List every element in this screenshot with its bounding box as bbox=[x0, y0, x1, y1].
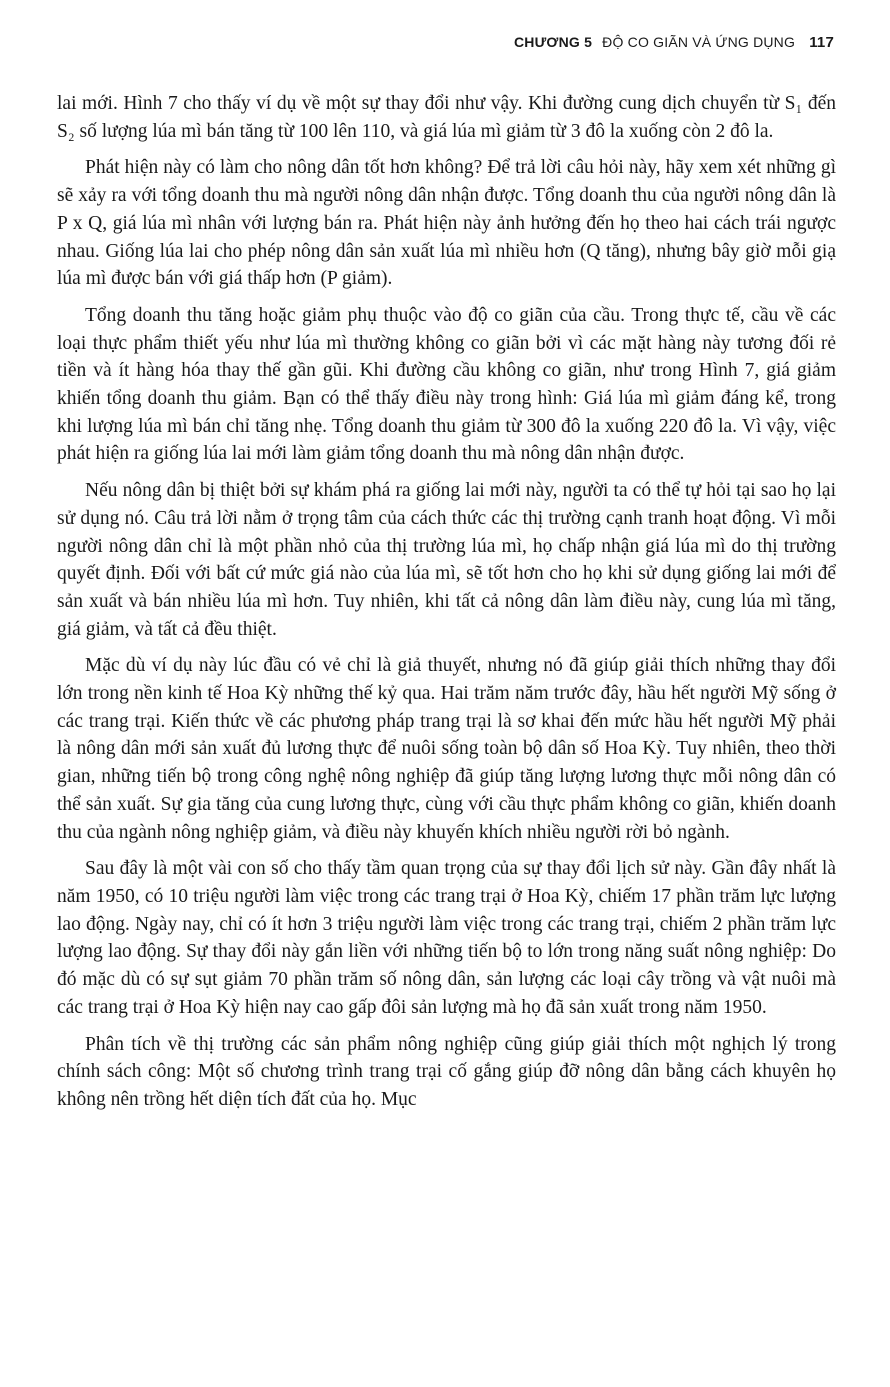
paragraph: lai mới. Hình 7 cho thấy ví dụ về một sự thay đổi như vậy. Khi đường cung dịch chuyển từ S₁ đến S₂ số lượng lúa mì bán tăng từ 100 lên 110, và giá lúa mì giảm từ 3 đô la xuống còn 2 đô la. bbox=[57, 93, 836, 142]
paragraph: Mặc dù ví dụ này lúc đầu có vẻ chỉ là giả thuyết, nhưng nó đã giúp giải thích những thay đổi lớn trong nền kinh tế Hoa Kỳ những thế kỷ qua. Hai trăm năm trước đây, hầu hết người Mỹ sống ở các trang trại. Kiến thức về các phương pháp trang trại là sơ khai đến mức hầu hết người Mỹ phải là nông dân mới sản xuất đủ lương thực để nuôi sống toàn bộ dân số Hoa Kỳ. Tuy nhiên, theo thời gian, những tiến bộ trong công nghệ nông nghiệp đã giúp tăng lượng lương thực mỗi nông dân có thể sản xuất. Sự gia tăng của cung lương thực, cùng với cầu thực phẩm không co giãn, khiến doanh thu của ngành nông nghiệp giảm, và điều này khuyến khích nhiều người rời bỏ ngành. bbox=[57, 655, 836, 843]
running-header bbox=[514, 34, 834, 51]
paragraph: Phân tích về thị trường các sản phẩm nông nghiệp cũng giúp giải thích một nghịch lý trong chính sách công: Một số chương trình trang trại cố gắng giúp đỡ nông dân bằng cách khuyên họ không nên trồng hết diện tích đất của họ. Mục bbox=[57, 1033, 836, 1110]
paragraph: Nếu nông dân bị thiệt bởi sự khám phá ra giống lai mới này, người ta có thể tự hỏi tại sao họ lại sử dụng nó. Câu trả lời nằm ở trọng tâm của cách thức các thị trường cạnh tranh hoạt động. Vì mỗi người nông dân chỉ là một phần nhỏ của thị trường lúa mì, họ chấp nhận giá lúa mì do thị trường quyết định. Đối với bất cứ mức giá nào của lúa mì, sẽ tốt hơn cho họ khi sử dụng giống lai mới để sản xuất và bán nhiều lúa mì hơn. Tuy nhiên, khi tất cả nông dân làm điều này, cung lúa mì tăng, giá giảm, và tất cả đều thiệt. bbox=[57, 480, 836, 640]
chapter-title: ĐỘ CO GIÃN VÀ ỨNG DỤNG bbox=[602, 34, 796, 50]
chapter-label: CHƯƠNG 5 bbox=[514, 34, 593, 50]
page-number: 117 bbox=[809, 34, 834, 51]
paragraph: Phát hiện này có làm cho nông dân tốt hơn không? Để trả lời câu hỏi này, hãy xem xét những gì sẽ xảy ra với tổng doanh thu mà người nông dân nhận được. Tổng doanh thu của người nông dân là P x Q, giá lúa mì nhân với lượng bán ra. Phát hiện này ảnh hưởng đến họ theo hai cách trái ngược nhau. Giống lúa lai cho phép nông dân sản xuất lúa mì nhiều hơn (Q tăng), nhưng bây giờ mỗi giạ lúa mì được bán với giá thấp hơn (P giảm). bbox=[57, 157, 836, 290]
body-text bbox=[57, 90, 836, 1123]
paragraph: Tổng doanh thu tăng hoặc giảm phụ thuộc vào độ co giãn của cầu. Trong thực tế, cầu về các loại thực phẩm thiết yếu như lúa mì thường không co giãn bởi vì các mặt hàng này tương đối rẻ tiền và ít hàng hóa thay thế gần gũi. Khi đường cầu không co giãn, như trong Hình 7, giá giảm khiến tổng doanh thu giảm. Bạn có thể thấy điều này trong hình: Giá lúa mì giảm đáng kể, trong khi lượng lúa mì bán chỉ tăng nhẹ. Tổng doanh thu giảm từ 300 đô la xuống 220 đô la. Vì vậy, việc phát hiện ra giống lúa lai mới làm giảm tổng doanh thu mà nông dân nhận được. bbox=[57, 304, 836, 465]
paragraph: Sau đây là một vài con số cho thấy tầm quan trọng của sự thay đổi lịch sử này. Gần đây nhất là năm 1950, có 10 triệu người làm việc trong các trang trại ở Hoa Kỳ, chiếm 17 phần trăm lực lượng lao động. Ngày nay, chỉ có ít hơn 3 triệu người làm việc trong các trang trại, chiếm 2 phần trăm lực lượng lao động. Sự thay đổi này gắn liền với những tiến bộ to lớn trong năng suất nông nghiệp: Do đó mặc dù có sự sụt giảm 70 phần trăm số nông dân, sản lượng các loại cây trồng và vật nuôi mà các trang trại ở Hoa Kỳ hiện nay cao gấp đôi sản lượng mà họ đã sản xuất trong năm 1950. bbox=[57, 858, 836, 1018]
